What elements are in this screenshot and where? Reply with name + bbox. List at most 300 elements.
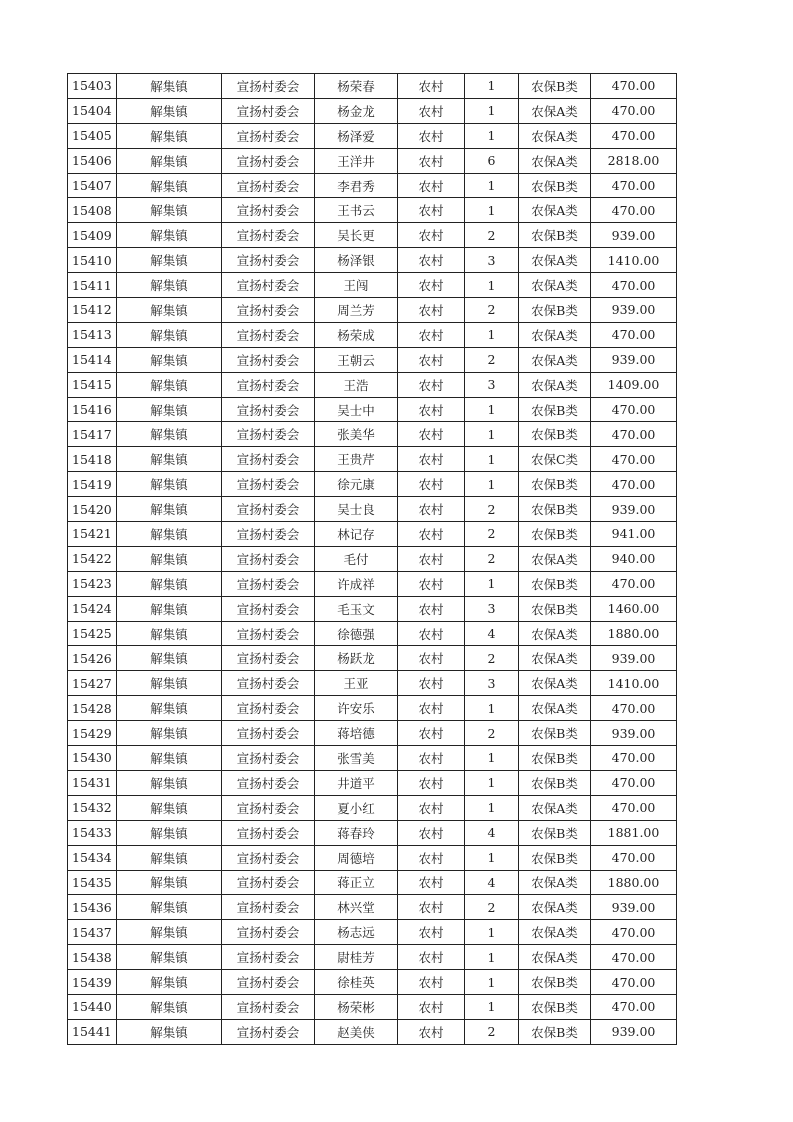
record-id-cell: 15435 — [68, 870, 117, 895]
amount-cell: 1409.00 — [591, 372, 677, 397]
area-type-cell: 农村 — [398, 546, 465, 571]
record-id-cell: 15416 — [68, 397, 117, 422]
person-name-cell: 王闯 — [315, 273, 398, 298]
village-committee-cell: 宣扬村委会 — [222, 621, 315, 646]
amount-cell: 470.00 — [591, 994, 677, 1019]
amount-cell: 470.00 — [591, 123, 677, 148]
area-type-cell: 农村 — [398, 497, 465, 522]
area-type-cell: 农村 — [398, 721, 465, 746]
table-row — [68, 347, 677, 372]
area-type-cell: 农村 — [398, 646, 465, 671]
insurance-category-cell: 农保A类 — [519, 372, 591, 397]
record-id-cell: 15440 — [68, 994, 117, 1019]
amount-cell: 939.00 — [591, 646, 677, 671]
person-name-cell: 周德培 — [315, 845, 398, 870]
record-id-cell: 15422 — [68, 546, 117, 571]
household-count-cell: 1 — [465, 273, 519, 298]
village-committee-cell: 宣扬村委会 — [222, 820, 315, 845]
area-type-cell: 农村 — [398, 447, 465, 472]
amount-cell: 470.00 — [591, 746, 677, 771]
town-cell: 解集镇 — [117, 671, 222, 696]
record-id-cell: 15409 — [68, 223, 117, 248]
area-type-cell: 农村 — [398, 223, 465, 248]
table-row — [68, 721, 677, 746]
household-count-cell: 1 — [465, 447, 519, 472]
area-type-cell: 农村 — [398, 970, 465, 995]
area-type-cell: 农村 — [398, 994, 465, 1019]
person-name-cell: 王浩 — [315, 372, 398, 397]
record-id-cell: 15441 — [68, 1019, 117, 1044]
household-count-cell: 1 — [465, 173, 519, 198]
amount-cell: 470.00 — [591, 322, 677, 347]
village-committee-cell: 宣扬村委会 — [222, 895, 315, 920]
household-count-cell: 2 — [465, 646, 519, 671]
area-type-cell: 农村 — [398, 795, 465, 820]
person-name-cell: 吴士中 — [315, 397, 398, 422]
town-cell: 解集镇 — [117, 497, 222, 522]
household-count-cell: 2 — [465, 497, 519, 522]
insurance-category-cell: 农保A类 — [519, 621, 591, 646]
table-row — [68, 820, 677, 845]
area-type-cell: 农村 — [398, 248, 465, 273]
record-id-cell: 15426 — [68, 646, 117, 671]
village-committee-cell: 宣扬村委会 — [222, 347, 315, 372]
household-count-cell: 2 — [465, 223, 519, 248]
town-cell: 解集镇 — [117, 422, 222, 447]
area-type-cell: 农村 — [398, 372, 465, 397]
insurance-category-cell: 农保B类 — [519, 820, 591, 845]
person-name-cell: 徐桂英 — [315, 970, 398, 995]
village-committee-cell: 宣扬村委会 — [222, 248, 315, 273]
person-name-cell: 张雪美 — [315, 746, 398, 771]
amount-cell: 941.00 — [591, 522, 677, 547]
village-committee-cell: 宣扬村委会 — [222, 173, 315, 198]
person-name-cell: 王贵芹 — [315, 447, 398, 472]
area-type-cell: 农村 — [398, 298, 465, 323]
amount-cell: 470.00 — [591, 397, 677, 422]
table-row — [68, 546, 677, 571]
table-row — [68, 273, 677, 298]
village-committee-cell: 宣扬村委会 — [222, 596, 315, 621]
insurance-category-cell: 农保A类 — [519, 198, 591, 223]
amount-cell: 939.00 — [591, 497, 677, 522]
town-cell: 解集镇 — [117, 721, 222, 746]
insurance-category-cell: 农保B类 — [519, 298, 591, 323]
village-committee-cell: 宣扬村委会 — [222, 98, 315, 123]
household-count-cell: 2 — [465, 895, 519, 920]
amount-cell: 470.00 — [591, 770, 677, 795]
household-count-cell: 3 — [465, 671, 519, 696]
table-row — [68, 895, 677, 920]
household-count-cell: 6 — [465, 148, 519, 173]
person-name-cell: 许安乐 — [315, 696, 398, 721]
table-row — [68, 422, 677, 447]
town-cell: 解集镇 — [117, 98, 222, 123]
village-committee-cell: 宣扬村委会 — [222, 696, 315, 721]
area-type-cell: 农村 — [398, 322, 465, 347]
insurance-category-cell: 农保A类 — [519, 322, 591, 347]
table-row — [68, 795, 677, 820]
amount-cell: 470.00 — [591, 472, 677, 497]
table-row — [68, 173, 677, 198]
person-name-cell: 蒋春玲 — [315, 820, 398, 845]
household-count-cell: 4 — [465, 870, 519, 895]
amount-cell: 939.00 — [591, 298, 677, 323]
town-cell: 解集镇 — [117, 621, 222, 646]
insurance-category-cell: 农保B类 — [519, 522, 591, 547]
table-row — [68, 497, 677, 522]
record-id-cell: 15403 — [68, 74, 117, 99]
village-committee-cell: 宣扬村委会 — [222, 770, 315, 795]
table-row — [68, 397, 677, 422]
table-row — [68, 994, 677, 1019]
insurance-category-cell: 农保A类 — [519, 347, 591, 372]
person-name-cell: 王朝云 — [315, 347, 398, 372]
person-name-cell: 杨荣成 — [315, 322, 398, 347]
town-cell: 解集镇 — [117, 546, 222, 571]
household-count-cell: 1 — [465, 98, 519, 123]
area-type-cell: 农村 — [398, 173, 465, 198]
household-count-cell: 1 — [465, 198, 519, 223]
person-name-cell: 蒋培德 — [315, 721, 398, 746]
town-cell: 解集镇 — [117, 845, 222, 870]
village-committee-cell: 宣扬村委会 — [222, 74, 315, 99]
table-row — [68, 970, 677, 995]
record-id-cell: 15414 — [68, 347, 117, 372]
household-count-cell: 1 — [465, 795, 519, 820]
table-row — [68, 322, 677, 347]
insurance-category-cell: 农保C类 — [519, 447, 591, 472]
village-committee-cell: 宣扬村委会 — [222, 994, 315, 1019]
table-row — [68, 945, 677, 970]
town-cell: 解集镇 — [117, 273, 222, 298]
person-name-cell: 王洋井 — [315, 148, 398, 173]
village-committee-cell: 宣扬村委会 — [222, 571, 315, 596]
person-name-cell: 杨泽银 — [315, 248, 398, 273]
area-type-cell: 农村 — [398, 347, 465, 372]
record-id-cell: 15428 — [68, 696, 117, 721]
village-committee-cell: 宣扬村委会 — [222, 472, 315, 497]
insurance-category-cell: 农保A类 — [519, 895, 591, 920]
person-name-cell: 徐元康 — [315, 472, 398, 497]
table-row — [68, 696, 677, 721]
table-body — [68, 74, 677, 1045]
town-cell: 解集镇 — [117, 870, 222, 895]
village-committee-cell: 宣扬村委会 — [222, 646, 315, 671]
person-name-cell: 张美华 — [315, 422, 398, 447]
insurance-category-cell: 农保B类 — [519, 472, 591, 497]
record-id-cell: 15433 — [68, 820, 117, 845]
insurance-category-cell: 农保B类 — [519, 746, 591, 771]
area-type-cell: 农村 — [398, 148, 465, 173]
person-name-cell: 林兴堂 — [315, 895, 398, 920]
amount-cell: 470.00 — [591, 970, 677, 995]
record-id-cell: 15411 — [68, 273, 117, 298]
insurance-category-cell: 农保B类 — [519, 571, 591, 596]
area-type-cell: 农村 — [398, 1019, 465, 1044]
table-row — [68, 98, 677, 123]
insurance-category-cell: 农保B类 — [519, 497, 591, 522]
table-row — [68, 447, 677, 472]
table-row — [68, 671, 677, 696]
area-type-cell: 农村 — [398, 98, 465, 123]
person-name-cell: 吴士良 — [315, 497, 398, 522]
area-type-cell: 农村 — [398, 422, 465, 447]
insurance-category-cell: 农保B类 — [519, 721, 591, 746]
record-id-cell: 15417 — [68, 422, 117, 447]
record-id-cell: 15438 — [68, 945, 117, 970]
amount-cell: 470.00 — [591, 920, 677, 945]
household-count-cell: 2 — [465, 522, 519, 547]
amount-cell: 940.00 — [591, 546, 677, 571]
amount-cell: 470.00 — [591, 795, 677, 820]
insurance-category-cell: 农保A类 — [519, 870, 591, 895]
area-type-cell: 农村 — [398, 770, 465, 795]
insurance-category-cell: 农保A类 — [519, 671, 591, 696]
insurance-category-cell: 农保A类 — [519, 98, 591, 123]
village-committee-cell: 宣扬村委会 — [222, 298, 315, 323]
record-id-cell: 15432 — [68, 795, 117, 820]
village-committee-cell: 宣扬村委会 — [222, 497, 315, 522]
amount-cell: 470.00 — [591, 845, 677, 870]
amount-cell: 1460.00 — [591, 596, 677, 621]
town-cell: 解集镇 — [117, 746, 222, 771]
record-id-cell: 15407 — [68, 173, 117, 198]
household-count-cell: 1 — [465, 472, 519, 497]
town-cell: 解集镇 — [117, 596, 222, 621]
household-count-cell: 2 — [465, 546, 519, 571]
area-type-cell: 农村 — [398, 845, 465, 870]
table-row — [68, 770, 677, 795]
area-type-cell: 农村 — [398, 123, 465, 148]
household-count-cell: 1 — [465, 397, 519, 422]
town-cell: 解集镇 — [117, 248, 222, 273]
amount-cell: 470.00 — [591, 422, 677, 447]
record-id-cell: 15418 — [68, 447, 117, 472]
household-count-cell: 1 — [465, 123, 519, 148]
record-id-cell: 15431 — [68, 770, 117, 795]
household-count-cell: 1 — [465, 422, 519, 447]
record-id-cell: 15424 — [68, 596, 117, 621]
record-id-cell: 15412 — [68, 298, 117, 323]
table-row — [68, 148, 677, 173]
town-cell: 解集镇 — [117, 571, 222, 596]
town-cell: 解集镇 — [117, 347, 222, 372]
village-committee-cell: 宣扬村委会 — [222, 148, 315, 173]
table-row — [68, 646, 677, 671]
insurance-category-cell: 农保A类 — [519, 546, 591, 571]
insurance-category-cell: 农保A类 — [519, 795, 591, 820]
village-committee-cell: 宣扬村委会 — [222, 123, 315, 148]
table-row — [68, 223, 677, 248]
record-id-cell: 15408 — [68, 198, 117, 223]
village-committee-cell: 宣扬村委会 — [222, 198, 315, 223]
person-name-cell: 王书云 — [315, 198, 398, 223]
amount-cell: 470.00 — [591, 696, 677, 721]
person-name-cell: 杨荣春 — [315, 74, 398, 99]
amount-cell: 470.00 — [591, 198, 677, 223]
village-committee-cell: 宣扬村委会 — [222, 447, 315, 472]
insurance-category-cell: 农保A类 — [519, 123, 591, 148]
town-cell: 解集镇 — [117, 522, 222, 547]
area-type-cell: 农村 — [398, 696, 465, 721]
record-id-cell: 15423 — [68, 571, 117, 596]
household-count-cell: 2 — [465, 1019, 519, 1044]
town-cell: 解集镇 — [117, 970, 222, 995]
town-cell: 解集镇 — [117, 945, 222, 970]
table-row — [68, 920, 677, 945]
table-row — [68, 571, 677, 596]
table-row — [68, 845, 677, 870]
person-name-cell: 毛玉文 — [315, 596, 398, 621]
household-count-cell: 1 — [465, 571, 519, 596]
area-type-cell: 农村 — [398, 895, 465, 920]
record-id-cell: 15406 — [68, 148, 117, 173]
insurance-category-cell: 农保A类 — [519, 646, 591, 671]
town-cell: 解集镇 — [117, 74, 222, 99]
person-name-cell: 杨跃龙 — [315, 646, 398, 671]
village-committee-cell: 宣扬村委会 — [222, 845, 315, 870]
table-row — [68, 522, 677, 547]
amount-cell: 470.00 — [591, 945, 677, 970]
record-id-cell: 15436 — [68, 895, 117, 920]
person-name-cell: 井道平 — [315, 770, 398, 795]
insurance-category-cell: 农保B类 — [519, 596, 591, 621]
town-cell: 解集镇 — [117, 920, 222, 945]
person-name-cell: 林记存 — [315, 522, 398, 547]
table-row — [68, 746, 677, 771]
area-type-cell: 农村 — [398, 472, 465, 497]
record-id-cell: 15430 — [68, 746, 117, 771]
records-table — [67, 73, 677, 1045]
town-cell: 解集镇 — [117, 173, 222, 198]
insurance-category-cell: 农保A类 — [519, 248, 591, 273]
record-id-cell: 15439 — [68, 970, 117, 995]
area-type-cell: 农村 — [398, 571, 465, 596]
person-name-cell: 吴长更 — [315, 223, 398, 248]
town-cell: 解集镇 — [117, 198, 222, 223]
town-cell: 解集镇 — [117, 298, 222, 323]
amount-cell: 470.00 — [591, 74, 677, 99]
insurance-category-cell: 农保B类 — [519, 422, 591, 447]
person-name-cell: 王亚 — [315, 671, 398, 696]
person-name-cell: 毛付 — [315, 546, 398, 571]
village-committee-cell: 宣扬村委会 — [222, 522, 315, 547]
village-committee-cell: 宣扬村委会 — [222, 1019, 315, 1044]
insurance-category-cell: 农保A类 — [519, 273, 591, 298]
town-cell: 解集镇 — [117, 646, 222, 671]
record-id-cell: 15434 — [68, 845, 117, 870]
household-count-cell: 3 — [465, 248, 519, 273]
village-committee-cell: 宣扬村委会 — [222, 795, 315, 820]
area-type-cell: 农村 — [398, 522, 465, 547]
record-id-cell: 15419 — [68, 472, 117, 497]
household-count-cell: 1 — [465, 770, 519, 795]
amount-cell: 470.00 — [591, 173, 677, 198]
table-row — [68, 198, 677, 223]
table-row — [68, 298, 677, 323]
village-committee-cell: 宣扬村委会 — [222, 970, 315, 995]
person-name-cell: 周兰芳 — [315, 298, 398, 323]
insurance-category-cell: 农保B类 — [519, 397, 591, 422]
household-count-cell: 2 — [465, 298, 519, 323]
person-name-cell: 李君秀 — [315, 173, 398, 198]
area-type-cell: 农村 — [398, 820, 465, 845]
insurance-category-cell: 农保B类 — [519, 845, 591, 870]
town-cell: 解集镇 — [117, 1019, 222, 1044]
area-type-cell: 农村 — [398, 397, 465, 422]
insurance-category-cell: 农保B类 — [519, 173, 591, 198]
village-committee-cell: 宣扬村委会 — [222, 397, 315, 422]
household-count-cell: 1 — [465, 994, 519, 1019]
area-type-cell: 农村 — [398, 671, 465, 696]
household-count-cell: 1 — [465, 920, 519, 945]
person-name-cell: 杨泽爱 — [315, 123, 398, 148]
table-row — [68, 472, 677, 497]
village-committee-cell: 宣扬村委会 — [222, 372, 315, 397]
insurance-category-cell: 农保B类 — [519, 770, 591, 795]
record-id-cell: 15410 — [68, 248, 117, 273]
area-type-cell: 农村 — [398, 746, 465, 771]
town-cell: 解集镇 — [117, 994, 222, 1019]
household-count-cell: 1 — [465, 696, 519, 721]
area-type-cell: 农村 — [398, 870, 465, 895]
person-name-cell: 杨金龙 — [315, 98, 398, 123]
town-cell: 解集镇 — [117, 148, 222, 173]
village-committee-cell: 宣扬村委会 — [222, 223, 315, 248]
person-name-cell: 夏小红 — [315, 795, 398, 820]
household-count-cell: 2 — [465, 347, 519, 372]
town-cell: 解集镇 — [117, 820, 222, 845]
record-id-cell: 15420 — [68, 497, 117, 522]
record-id-cell: 15425 — [68, 621, 117, 646]
village-committee-cell: 宣扬村委会 — [222, 920, 315, 945]
household-count-cell: 1 — [465, 945, 519, 970]
town-cell: 解集镇 — [117, 397, 222, 422]
amount-cell: 470.00 — [591, 447, 677, 472]
household-count-cell: 1 — [465, 74, 519, 99]
area-type-cell: 农村 — [398, 273, 465, 298]
village-committee-cell: 宣扬村委会 — [222, 746, 315, 771]
amount-cell: 1881.00 — [591, 820, 677, 845]
village-committee-cell: 宣扬村委会 — [222, 422, 315, 447]
amount-cell: 1410.00 — [591, 671, 677, 696]
amount-cell: 1880.00 — [591, 870, 677, 895]
amount-cell: 939.00 — [591, 721, 677, 746]
household-count-cell: 3 — [465, 372, 519, 397]
amount-cell: 939.00 — [591, 347, 677, 372]
insurance-category-cell: 农保A类 — [519, 920, 591, 945]
amount-cell: 2818.00 — [591, 148, 677, 173]
household-count-cell: 4 — [465, 621, 519, 646]
person-name-cell: 杨志远 — [315, 920, 398, 945]
village-committee-cell: 宣扬村委会 — [222, 870, 315, 895]
record-id-cell: 15429 — [68, 721, 117, 746]
village-committee-cell: 宣扬村委会 — [222, 546, 315, 571]
village-committee-cell: 宣扬村委会 — [222, 671, 315, 696]
amount-cell: 1880.00 — [591, 621, 677, 646]
area-type-cell: 农村 — [398, 920, 465, 945]
insurance-category-cell: 农保B类 — [519, 1019, 591, 1044]
town-cell: 解集镇 — [117, 472, 222, 497]
person-name-cell: 尉桂芳 — [315, 945, 398, 970]
record-id-cell: 15415 — [68, 372, 117, 397]
village-committee-cell: 宣扬村委会 — [222, 945, 315, 970]
insurance-category-cell: 农保B类 — [519, 994, 591, 1019]
insurance-category-cell: 农保B类 — [519, 970, 591, 995]
amount-cell: 1410.00 — [591, 248, 677, 273]
table-row — [68, 870, 677, 895]
